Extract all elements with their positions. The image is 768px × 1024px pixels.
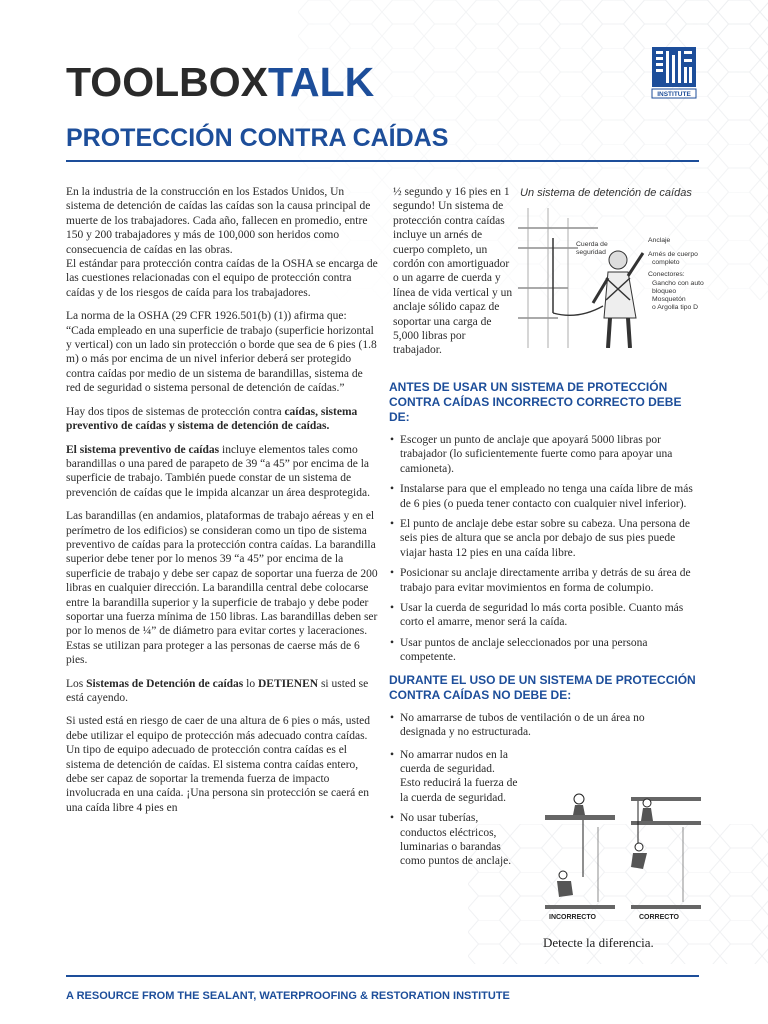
label-correct: CORRECTO (639, 914, 679, 921)
preventive-bold: El sistema preventivo de caídas (66, 443, 220, 456)
types-text: Hay dos tipos de sistemas de protección contra (66, 405, 285, 418)
preventive-paragraph (66, 443, 378, 501)
toolbox-talk-title (66, 59, 375, 105)
figure1-caption: Un sistema de detención de caídas (520, 187, 692, 199)
arrest-e: si usted se está cayendo. (66, 677, 369, 704)
label-gancho2: bloqueo (652, 288, 677, 295)
label-arnes2: completo (652, 259, 680, 266)
footer-divider (66, 975, 699, 977)
risk-paragraph: Si usted está en riesgo de caer de una altura de 6 pies o más, usted debe utilizar el equipo de protección más adecuado contra caídas. Un tipo de equipo adecuado de protección contra caídas es el sistema de detención de caídas. El sistema contra caídas entero, debe ser capaz de soportar la tremenda fuerza de impacto involucrada en una caída. ¡Una persona sin protección se caerá en una caída libre 4 pies en (66, 715, 371, 814)
intro-text: En la industria de la construcción en los Estados Unidos, Un sistema de detención de caídas las caídas son la causa principal de muerte de los trabajadores. Cada año, fallecen en promedio, entre 150 y 200 trabajadores y más de 100,000 son heridos como consecuencia de caídas en las obras. (66, 186, 371, 256)
list-item: • No usar tuberías, conductos eléctricos, luminarias o barandas como puntos de anclaje. (389, 811, 518, 869)
incorrect-correct-illustration (543, 787, 703, 927)
before-use-list (389, 433, 701, 665)
arrest-a: Los (66, 677, 87, 690)
before-use-heading: ANTES DE USAR UN SISTEMA DE PROTECCIÓN CONTRA CAÍDAS INCORRECTO CORRECTO DEBE DE: (389, 380, 682, 424)
label-arnes: Arnés de cuerpo (648, 251, 698, 258)
label-argolla: o Argolla tipo D (652, 304, 699, 311)
label-incorrect: INCORRECTO (549, 914, 596, 921)
osha-rule-paragraph: La norma de la OSHA (29 CFR 1926.501(b) (1)) afirma que: “Cada empleado en una superficie de trabajo (superficie horizontal y vertical) con un lado sin protección o borde que sea de 6 pies (1.8 m) o más por encima de un nivel inferior deberá ser protegido contra caídas por medio de un sistema de barandillas, sistema de red de seguridad o sistema personal de detención de caídas.” (66, 310, 377, 395)
footer-text: A RESOURCE FROM THE SEALANT, WATERPROOFING & RESTORATION INSTITUTE (66, 990, 510, 1002)
spot-the-difference-caption: Detecte la diferencia. (543, 935, 654, 950)
label-gancho: Gancho con auto (652, 280, 704, 287)
arrest-b: Sistemas de Detención de caídas (86, 677, 244, 690)
header-divider (66, 160, 699, 162)
list-item: • No amarrarse de tubos de ventilación o de un área no designada y no estructurada. (389, 711, 660, 740)
left-column (66, 185, 378, 824)
list-item: • Posicionar su anclaje directamente arriba y detrás de su área de trabajo para evitar movimientos en forma de columpio. (389, 566, 701, 595)
arrest-paragraph (66, 677, 378, 706)
types-paragraph (66, 405, 378, 434)
right-column-top-text: ½ segundo y 16 pies en 1 segundo! Un sistema de protección contra caídas incluye un arnés de cuerpo completo, un cordón con amortiguador o un agarre de cuerda y línea de vida vertical y un anclaje sólido capaz de soportar una carga de 5,000 libras por trabajador. (393, 186, 513, 357)
arrest-d: DETIENEN (258, 677, 319, 690)
title-part-talk: TALK (267, 59, 375, 105)
label-mosqueton: Mosquetón (652, 296, 686, 303)
during-use-heading: DURANTE EL USO DE UN SISTEMA DE PROTECCIÓN CONTRA CAÍDAS NO DEBE DE: (389, 672, 696, 702)
guardrails-paragraph: Las barandillas (en andamios, plataformas de trabajo aéreas y en el perímetro de los edificios) se consideran como un tipo de sistema preventivo de caídas para la protección contra caídas. La barandilla superior debe tener por lo menos 39 “a 45” por encima de la superficie de trabajo y debe ser capaz de soportar una fuerza de 200 libras en cualquier dirección. La barandilla central debe colocarse entre la barandilla superior y la superficie de trabajo y debe poder soportar una fuerza mínima de 150 libras. Las barandillas deben ser por lo menos de ¼” de diámetro para evitar cortes y laceraciones. Estas se utilizan para proteger a las personas de caerse más de 6 pies. (66, 510, 378, 667)
list-item: • Usar puntos de anclaje seleccionados por una persona competente. (389, 636, 701, 665)
during-use-list (389, 711, 701, 740)
list-item: • Instalarse para que el empleado no tenga una caída libre de más de 6 pies (o pueda tener contacto con cualquier nivel inferior). (389, 482, 701, 511)
preventive-text: incluye elementos tales como barandillas o una pared de parapeto de 39 “a 45” por encima de la superficie de trabajo. También puede constar de un sistema de prevención de caídas que le impida alcanzar un área desprotegida. (66, 443, 370, 499)
list-item: • Escoger un punto de anclaje que apoyará 5000 libras por trabajador (lo suficientemente fuerte como para apoyar una camioneta). (389, 433, 701, 476)
list-item: • El punto de anclaje debe estar sobre su cabeza. Una persona de seis pies de altura que se ancla por debajo de sus pies puede viajar hasta 12 pies en una caída libre. (389, 517, 701, 560)
logo-institute-text: INSTITUTE (657, 91, 691, 98)
label-cuerda2: seguridad (576, 249, 606, 256)
fall-arrest-system-illustration (518, 208, 704, 348)
osha-standard-text: El estándar para protección contra caídas de la OSHA se encarga de las cuestiones relacionadas con el equipo de protección contra caídas y de los riesgos de caída para los trabajadores. (66, 258, 378, 299)
intro-paragraph (66, 185, 378, 300)
list-item: • No amarrar nudos en la cuerda de seguridad. Esto reducirá la fuerza de la cuerda de seguridad. (389, 748, 518, 806)
types-bold: caídas, sistema preventivo de caídas y sistema de detención de caídas. (66, 405, 358, 433)
title-part-toolbox: TOOLBOX (66, 59, 268, 105)
label-cuerda: Cuerda de (576, 241, 608, 248)
label-conectores: Conectores: (648, 271, 685, 278)
list-item: • Usar la cuerda de seguridad lo más corta posible. Cuanto más corto el amarre, menor será la caída. (389, 601, 701, 630)
arrest-c: lo (243, 677, 258, 690)
swr-institute-logo (648, 45, 700, 99)
label-anclaje: Anclaje (648, 237, 671, 244)
page-subtitle: PROTECCIÓN CONTRA CAÍDAS (66, 124, 449, 152)
